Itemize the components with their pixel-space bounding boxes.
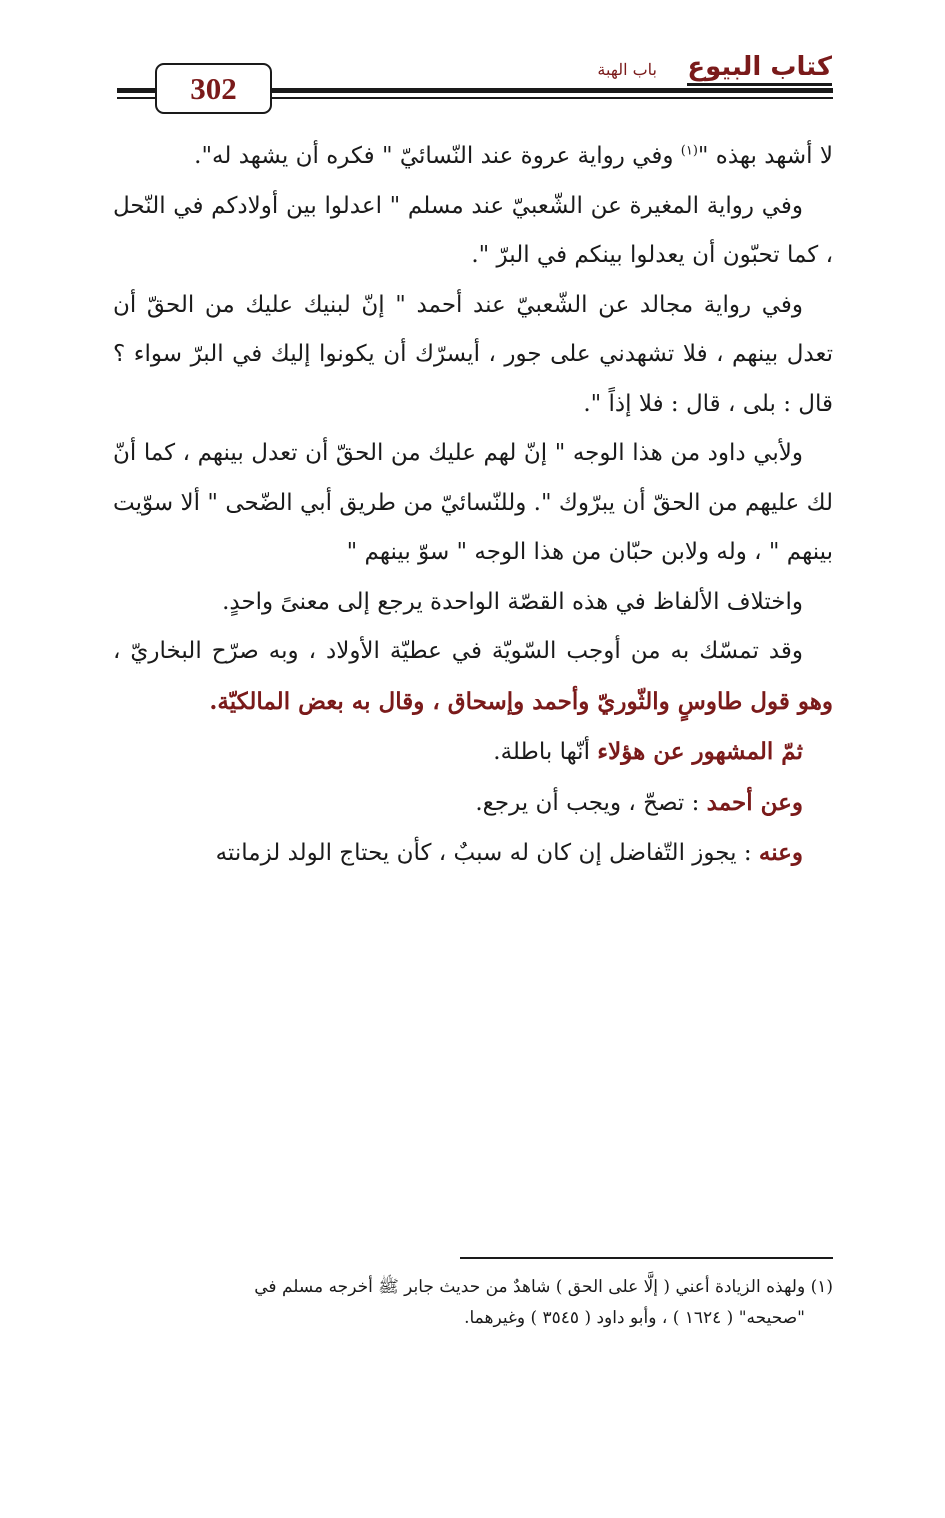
main-text <box>113 132 833 879</box>
chapter-title: باب الهبة <box>597 60 657 79</box>
book-title: كتاب البيوع <box>687 52 832 86</box>
paragraph-1-text: لا أشهد بهذه " <box>697 143 833 169</box>
paragraph-1 <box>113 132 833 182</box>
paragraph-8-text: : تصحّ ، ويجب أن يرجع. <box>475 789 707 816</box>
paragraph-7-highlight: ثمّ المشهور عن هؤلاء <box>597 738 803 765</box>
paragraph-7-text: أنّها باطلة. <box>493 739 598 765</box>
paragraph-8 <box>113 778 833 829</box>
paragraph-6-text: وقد تمسّك به من أوجب السّويّة في عطيّة الأولاد ، وبه صرّح البخاريّ ، <box>113 638 803 664</box>
footnote-separator <box>460 1257 833 1259</box>
footnote-line-2: "صحيحه" ( ١٦٢٤ ) ، وأبو داود ( ٣٥٤٥ ) وغيرهما. <box>464 1308 805 1328</box>
paragraph-9-text: : يجوز التّفاضل إن كان له سببٌ ، كأن يحتاج الولد لزمانته <box>215 840 759 866</box>
page-number: 302 <box>190 71 237 106</box>
paragraph-5: واختلاف الألفاظ في هذه القصّة الواحدة يرجع إلى معنىً واحدٍ. <box>222 588 803 615</box>
paragraph-8-highlight: وعن أحمد <box>706 788 803 816</box>
footnote-reference: (١) <box>680 143 698 159</box>
footnote-line-1: (١) ولهذه الزيادة أعني ( إلَّا على الحق ) شاهدٌ من حديث جابر ﷺ أخرجه مسلم في <box>254 1277 833 1297</box>
paragraph-9-highlight: وعنه <box>758 839 803 866</box>
paragraph-6 <box>113 627 833 727</box>
paragraph-2: وفي رواية المغيرة عن الشّعبيّ عند مسلم " اعدلوا بين أولادكم في النّحل ، كما تحبّون أن يعدلوا بينكم في البرّ ". <box>113 192 833 268</box>
paragraph-9 <box>113 828 833 879</box>
paragraph-6-highlight: وهو قول طاوسٍ والثّوريّ وأحمد وإسحاق ، وقال به بعض المالكيّة. <box>209 687 833 715</box>
page-number-box <box>155 63 272 114</box>
footnote <box>113 1272 833 1334</box>
paragraph-3: وفي رواية مجالد عن الشّعبيّ عند أحمد " إنّ لبنيك عليك من الحقّ أن تعدل بينهم ، فلا تشهدني على جور ، أيسرّك أن يكونوا إليك في البرّ سواء ؟ قال : بلى ، قال : فلا إذاً ". <box>113 291 833 417</box>
paragraph-7 <box>113 727 833 778</box>
paragraph-4: ولأبي داود من هذا الوجه " إنّ لهم عليك من الحقّ أن تعدل بينهم ، كما أنّ لك عليهم من الحقّ أن يبرّوك ". وللنّسائيّ من طريق أبي الضّحى " ألا سوّيت بينهم " ، وله ولابن حبّان من هذا الوجه " سوّ بينهم " <box>113 440 833 565</box>
paragraph-1-rest: وفي رواية عروة عند النّسائيّ " فكره أن يشهد له". <box>194 143 681 169</box>
page-header <box>0 0 945 120</box>
